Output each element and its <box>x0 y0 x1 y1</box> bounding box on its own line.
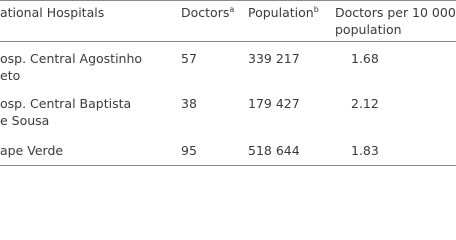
row-doctors: 38 <box>181 96 197 111</box>
row-hospital-name: ape Verde <box>0 143 64 158</box>
table-header-rule <box>0 41 456 42</box>
row-per-10000: 2.12 <box>351 96 379 111</box>
header-population <box>248 4 319 21</box>
row-doctors: 57 <box>181 51 197 66</box>
row-population: 518 644 <box>248 143 300 158</box>
row-hospital-name-line2: eto <box>0 68 21 83</box>
header-hospitals: ational Hospitals <box>0 5 105 20</box>
header-population-label: Population <box>248 5 314 20</box>
header-population-footnote: b <box>313 5 319 14</box>
row-per-10000: 1.83 <box>351 143 379 158</box>
header-doctors-label: Doctors <box>181 5 230 20</box>
row-doctors: 95 <box>181 143 197 158</box>
row-hospital-name: osp. Central Baptista <box>0 96 132 111</box>
header-doctors-per-10000: Doctors per 10 000 <box>335 5 456 20</box>
header-doctors-per-10000-line2: population <box>335 22 402 37</box>
row-per-10000: 1.68 <box>351 51 379 66</box>
header-doctors-footnote: a <box>229 5 235 14</box>
row-hospital-name: osp. Central Agostinho <box>0 51 143 66</box>
header-doctors <box>181 4 234 21</box>
table-top-rule <box>0 0 456 1</box>
row-hospital-name-line2: e Sousa <box>0 113 50 128</box>
table-bottom-rule <box>0 165 456 166</box>
row-population: 339 217 <box>248 51 300 66</box>
row-population: 179 427 <box>248 96 300 111</box>
